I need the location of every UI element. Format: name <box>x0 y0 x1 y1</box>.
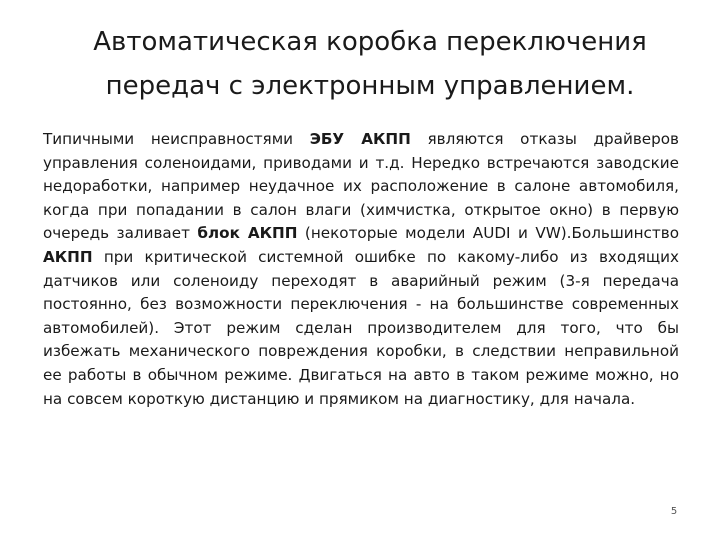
body-text-segment: при критической системной ошибке по какому-либо из входящих датчиков или соленоиду переходят в аварийный режим (3-я передача постоянно, без возможности переключения - на большинстве современных автомобилей). Этот режим сделан производителем для того, что бы избежать механического повреждения коробки, в следствии неправильной ее работы в обычном режиме. Двигаться на авто в таком режиме можно, но на совсем короткую дистанцию и прямиком на диагностику, для начала. <box>43 247 679 408</box>
body-text-segment: (некоторые модели AUDI и VW).Большинство <box>297 224 679 243</box>
body-bold-term-akpp: АКПП <box>43 247 93 266</box>
page-number: 5 <box>670 506 678 517</box>
body-bold-term-ebu-akpp: ЭБУ АКПП <box>309 130 411 148</box>
title-line-2: передач с электронным управлением. <box>105 71 635 101</box>
body-bold-term-blok-akpp: блок АКПП <box>197 224 298 243</box>
body-text-segment: являются отказы драйверов управления соленоидами, приводами и т.д. Нередко встречаются заводские недоработки, например неудачное их расположение в салоне автомобиля, когда при попадании в салон влаги (химчистка, открытое окно) в первую очередь заливает <box>43 130 680 243</box>
slide-title <box>60 20 680 108</box>
body-text-segment: Типичными неисправностями <box>43 130 310 148</box>
body-paragraph <box>43 128 679 411</box>
title-line-1: Автоматическая коробка переключения <box>93 27 647 57</box>
